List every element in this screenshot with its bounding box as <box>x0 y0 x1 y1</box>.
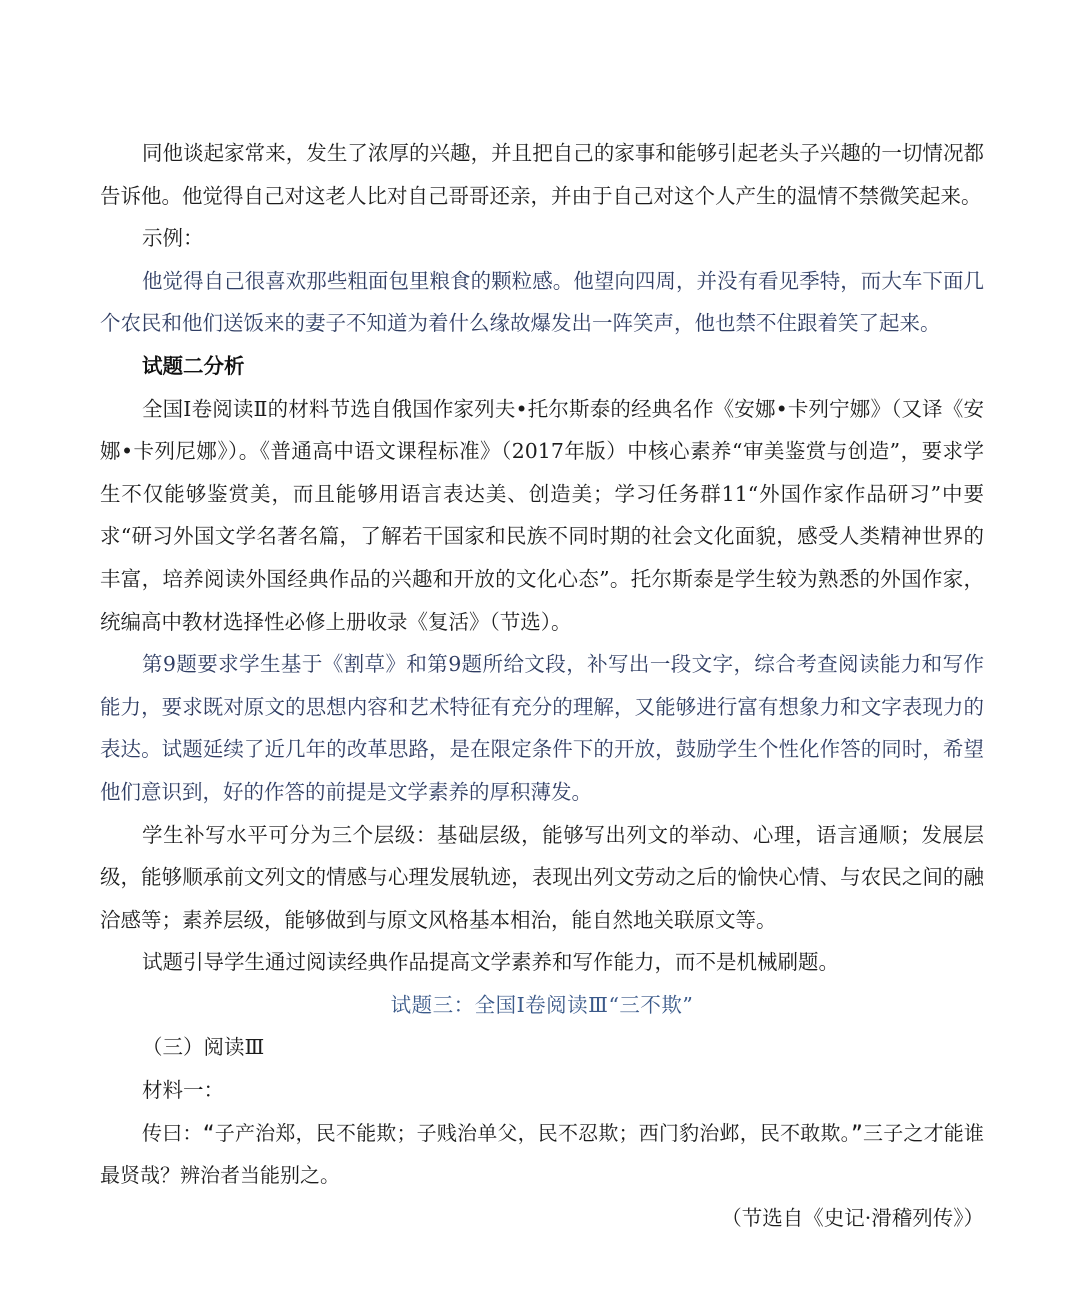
paragraph-question-9: 第9题要求学生基于《割草》和第9题所给文段，补写出一段文字，综合考查阅读能力和写作能力，要求既对原文的思想内容和艺术特征有充分的理解，又能够进行富有想象力和文字表现力的表达。试题延续了近几年的改革思路，是在限定条件下的开放，鼓励学生个性化作答的同时，希望他们意识到，好的作答的前提是文学素养的厚积薄发。 <box>100 652 984 804</box>
document-page <box>100 132 984 1239</box>
material-label: 材料一： <box>142 1078 224 1103</box>
quote-paragraph: 传曰：“子产治郑，民不能欺；子贱治单父，民不忍欺；西门豹治邺，民不敢欺。”三子之才能谁最贤哉？辨治者当能别之。 <box>100 1120 984 1188</box>
paragraph-example: 他觉得自己很喜欢那些粗面包里粮食的颗粒感。他望向四周，并没有看见季特，而大车下面几个农民和他们送饭来的妻子不知道为着什么缘故爆发出一阵笑声，他也禁不住跟着笑了起来。 <box>100 268 984 336</box>
reading-label: （三）阅读Ⅲ <box>142 1035 265 1060</box>
section-title-question-3: 试题三：全国Ⅰ卷阅读Ⅲ“三不欺” <box>390 992 694 1017</box>
paragraph-story-continuation: 同他谈起家常来，发生了浓厚的兴趣，并且把自己的家事和能够引起老头子兴趣的一切情况都告诉他。他觉得自己对这老人比对自己哥哥还亲，并由于自己对这个人产生的温情不禁微笑起来。 <box>100 141 984 208</box>
example-label: 示例： <box>142 226 204 251</box>
paragraph-guidance: 试题引导学生通过阅读经典作品提高文学素养和写作能力，而不是机械刷题。 <box>142 950 839 975</box>
source-citation: （节选自《史记·滑稽列传》） <box>721 1205 984 1230</box>
paragraph-levels: 学生补写水平可分为三个层级：基础层级，能够写出列文的举动、心理，语言通顺；发展层级，能够顺承前文列文的情感与心理发展轨迹，表现出列文劳动之后的愉快心情、与农民之间的融洽感等；素养层级，能够做到与原文风格基本相治，能自然地关联原文等。 <box>100 822 984 932</box>
paragraph-analysis-intro: 全国Ⅰ卷阅读Ⅱ的材料节选自俄国作家列夫•托尔斯泰的经典名作《安娜•卡列宁娜》（又译《安娜•卡列尼娜》）。《普通高中语文课程标准》（2017年版）中核心素养“审美鉴赏与创造”，要求学生不仅能够鉴赏美，而且能够用语言表达美、创造美；学习任务群11“外国作家作品研习”中要求“研习外国文学名著名篇，了解若干国家和民族不同时期的社会文化面貌，感受人类精神世界的丰富，培养阅读外国经典作品的兴趣和开放的文化心态”。托尔斯泰是学生较为熟悉的外国作家，统编高中教材选择性必修上册收录《复活》（节选）。 <box>100 396 984 634</box>
heading-analysis: 试题二分析 <box>142 353 245 378</box>
